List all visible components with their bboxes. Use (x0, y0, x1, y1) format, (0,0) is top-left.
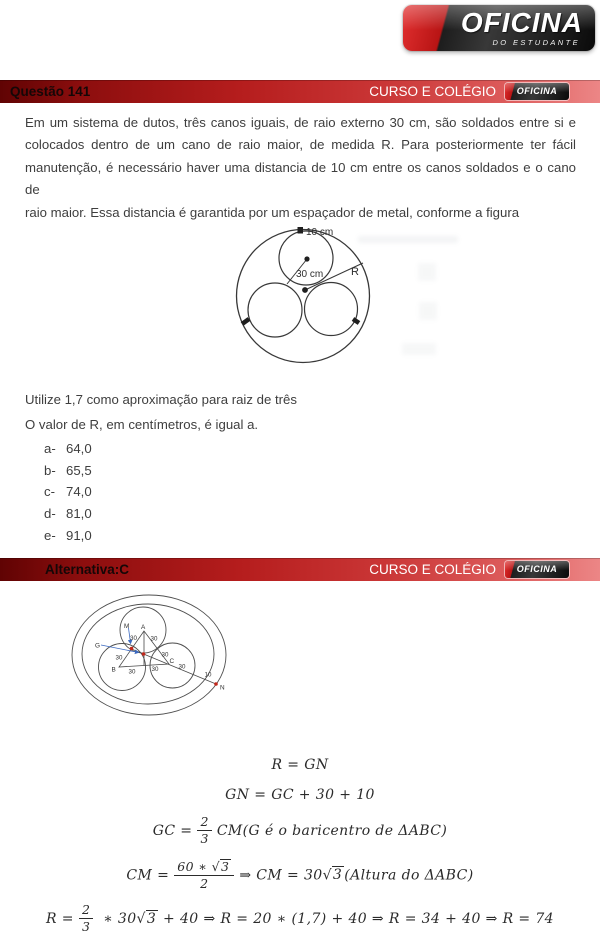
formula-text: 60 ∗ √ (177, 859, 220, 874)
inner-ellipse (82, 604, 214, 704)
course-text: CURSO E COLÉGIO (369, 562, 496, 577)
option-value: 74,0 (66, 484, 92, 499)
fraction-denominator: 3 (81, 919, 91, 935)
formula-text: R = (46, 910, 74, 927)
label-b: B (111, 666, 116, 674)
fraction (197, 815, 211, 847)
label-n: N (220, 684, 225, 692)
top-center-dot (304, 256, 309, 261)
label-30-ac-upper: 30 (150, 635, 158, 643)
label-c: C (169, 658, 175, 665)
label-30-bc-right: 30 (151, 666, 159, 673)
bleed-through-mark (419, 302, 437, 320)
spacer-tick-left (242, 319, 249, 324)
radicand: 3 (220, 859, 230, 874)
outer-pipe-circle (237, 230, 370, 363)
fraction (174, 859, 234, 892)
fraction-denominator: 2 (200, 876, 209, 892)
option-c (44, 484, 92, 499)
formula-line-4 (0, 859, 600, 892)
label-30-c-ext: 30 (178, 663, 186, 671)
label-a: A (141, 624, 146, 631)
option-value: 64,0 (66, 441, 92, 456)
label-30-bc-left: 30 (128, 668, 136, 676)
option-letter: c- (44, 484, 55, 499)
fraction (79, 903, 93, 935)
formula-text: GC = (152, 822, 193, 839)
header-brand-logo (505, 83, 569, 100)
label-m: M (124, 623, 130, 630)
option-value: 65,5 (66, 463, 92, 478)
option-value: 81,0 (66, 506, 92, 521)
solution-figure (65, 590, 240, 722)
answer-header-bar (0, 558, 600, 581)
header-brand-wordmark: OFICINA (516, 86, 558, 96)
left-pipe-circle (248, 283, 302, 337)
header-brand-logo (505, 561, 569, 578)
point-m-dot (130, 647, 134, 651)
right-pipe-circle (305, 283, 358, 336)
label-10-gap: 10 (204, 671, 212, 679)
formula-line-2 (0, 787, 600, 803)
option-b (44, 463, 92, 478)
spacer-tick-top (298, 227, 304, 234)
brand-logo (403, 5, 595, 51)
option-letter: e- (44, 528, 56, 543)
point-n-dot (214, 682, 218, 686)
option-letter: d- (44, 506, 56, 521)
formula-text: CM = (126, 867, 170, 884)
small-radius-label: 30 cm (296, 269, 324, 280)
formula-line-3 (0, 815, 600, 847)
prompt-text: O valor de R, em centímetros, é igual a. (25, 417, 259, 432)
question-text-line: colocados dentro de um cano de raio maior, de medida R. Para posteriormente ter fácil (25, 137, 576, 153)
label-30-ab-lower: 30 (115, 654, 123, 662)
label-30-ab-upper: 30 (130, 635, 137, 642)
course-text: CURSO E COLÉGIO (369, 84, 496, 99)
point-g-dot (142, 652, 146, 656)
fraction-numerator: 2 (197, 815, 211, 831)
question-figure (190, 218, 420, 378)
label-30-ac-lower: 30 (161, 651, 169, 659)
question-text-line: Em um sistema de dutos, três canos iguais, de raio externo 30 cm, são soldados entre si e (25, 115, 576, 130)
question-header-bar (0, 80, 600, 103)
question-text (25, 112, 576, 224)
formula-text: GN = GC + 30 + 10 (225, 787, 375, 803)
formula-line-1 (0, 757, 600, 773)
fraction-numerator: 2 (79, 903, 93, 919)
option-letter: a- (44, 441, 56, 456)
option-letter: b- (44, 463, 56, 478)
formula-text: + 40 ⇒ R = 20 ∗ (1,7) + 40 ⇒ R = 34 + 40 ⇒ R = 74 (158, 910, 554, 927)
question-text-line: raio maior. Essa distancia é garantida por um espaçador de metal, conforme a figura (25, 204, 520, 220)
formula-text: ∗ 30√ (98, 910, 146, 927)
header-brand-wordmark: OFICINA (516, 564, 558, 574)
spacer-label: 10 cm (306, 227, 334, 238)
bleed-through-mark (418, 263, 436, 281)
fraction-numerator (174, 859, 234, 876)
option-a (44, 441, 92, 456)
formula-text: R = GN (271, 757, 329, 773)
formula-text: ⇒ CM = 30√ (239, 867, 332, 884)
option-e (44, 528, 92, 543)
formula-text: CM(G é o baricentro de ΔABC) (216, 822, 448, 839)
label-g: G (95, 642, 100, 650)
brand-wordmark: OFICINA (460, 7, 583, 38)
radicand: 3 (146, 910, 157, 927)
radicand: 3 (332, 867, 343, 884)
big-radius-label: R (351, 266, 359, 278)
outer-ellipse (72, 595, 226, 715)
formula-text: (Altura do ΔABC) (344, 867, 474, 884)
option-d (44, 506, 92, 521)
answer-label: Alternativa:C (45, 562, 130, 577)
formula-line-5 (0, 903, 600, 935)
option-value: 91,0 (66, 528, 92, 543)
hint-text: Utilize 1,7 como aproximação para raiz de três (25, 392, 297, 407)
question-text-line: manutenção, é necessário haver uma distancia de 10 cm entre os canos soldados e o cano de (25, 159, 576, 198)
brand-tagline: DO ESTUDANTE (492, 38, 580, 47)
fraction-denominator: 3 (200, 831, 209, 847)
center-dot (302, 287, 308, 293)
question-number-label: Questão 141 (10, 84, 91, 99)
